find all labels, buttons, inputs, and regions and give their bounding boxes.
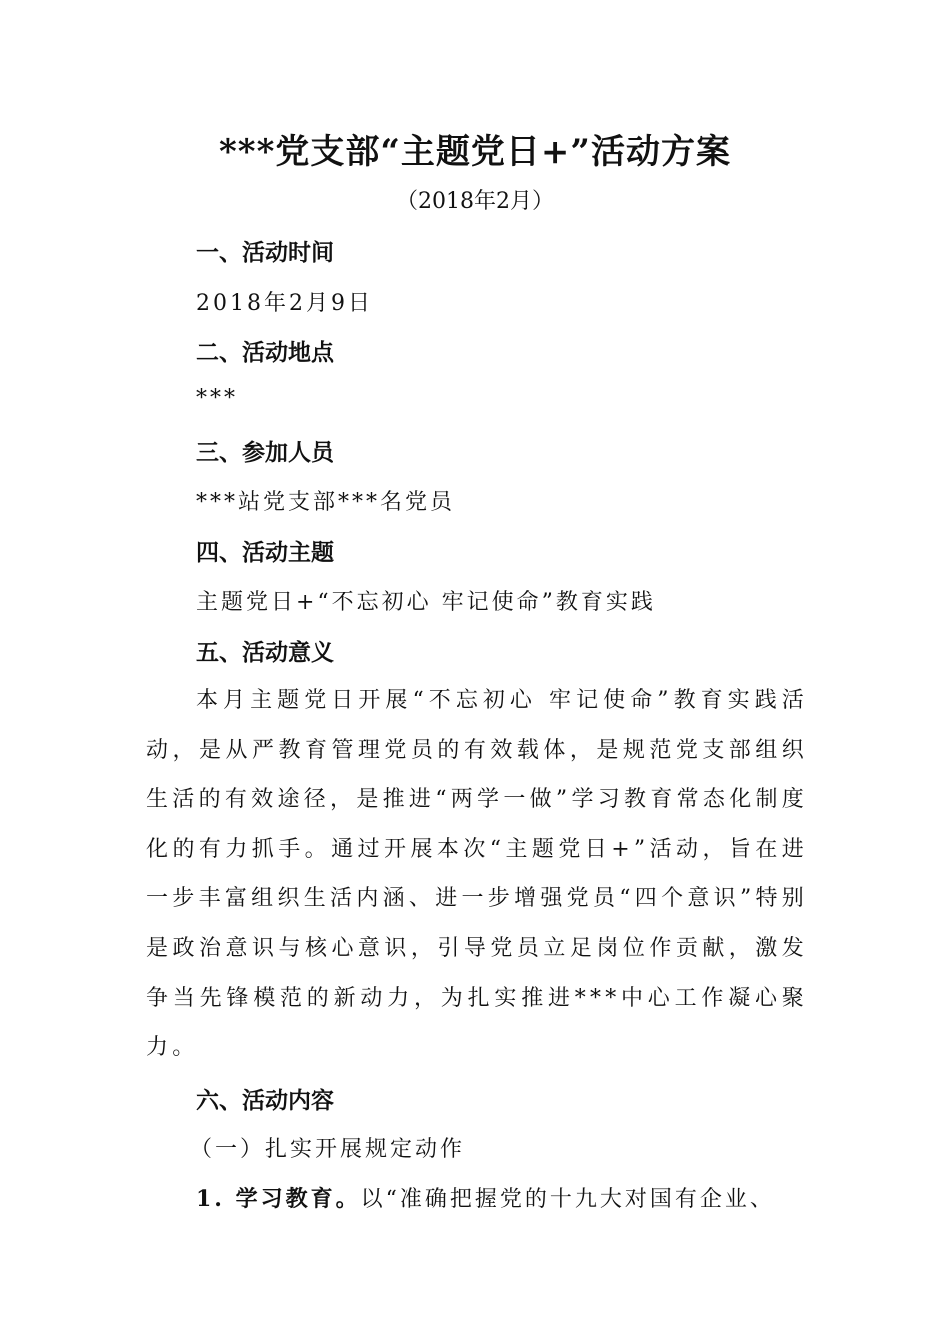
section-heading-location: 二、活动地点 — [196, 340, 334, 366]
section-heading-participants: 三、参加人员 — [196, 440, 334, 466]
section-heading-content: 六、活动内容 — [196, 1088, 334, 1114]
item-1-label: 1. 学习教育。 — [196, 1186, 361, 1212]
section-text-theme: 主题党日+“不忘初心 牢记使命”教育实践 — [196, 590, 656, 615]
subsection-heading: （一）扎实开展规定动作 — [190, 1137, 466, 1162]
section-text-significance: 本月主题党日开展“不忘初心 牢记使命”教育实践活动，是从严教育管理党员的有效载体，是规范党支部组织生活的有效途径，是推进“两学一做”学习教育常态化制度化的有力抓手。通过开展本次“主题党日+”活动，旨在进一步丰富组织生活内涵、进一步增强党员“四个意识”特别是政治意识与核心意识，引导党员立足岗位作贡献，激发争当先锋模范的新动力，为扎实推进***中心工作凝心聚力。 — [146, 688, 808, 1061]
item-1 — [196, 1182, 775, 1213]
document-date: （2018年2月） — [396, 189, 554, 214]
section-text-location: *** — [196, 386, 238, 411]
section-heading-time: 一、活动时间 — [196, 240, 334, 266]
item-1-text: 以“准确把握党的十九大对国有企业、 — [360, 1187, 775, 1212]
section-heading-significance: 五、活动意义 — [196, 640, 334, 666]
section-text-participants: ***站党支部***名党员 — [196, 490, 456, 515]
document-title: ***党支部“主题党日+”活动方案 — [219, 132, 731, 172]
section-heading-theme: 四、活动主题 — [196, 540, 334, 566]
section-text-time: 2018年2月9日 — [196, 291, 373, 316]
